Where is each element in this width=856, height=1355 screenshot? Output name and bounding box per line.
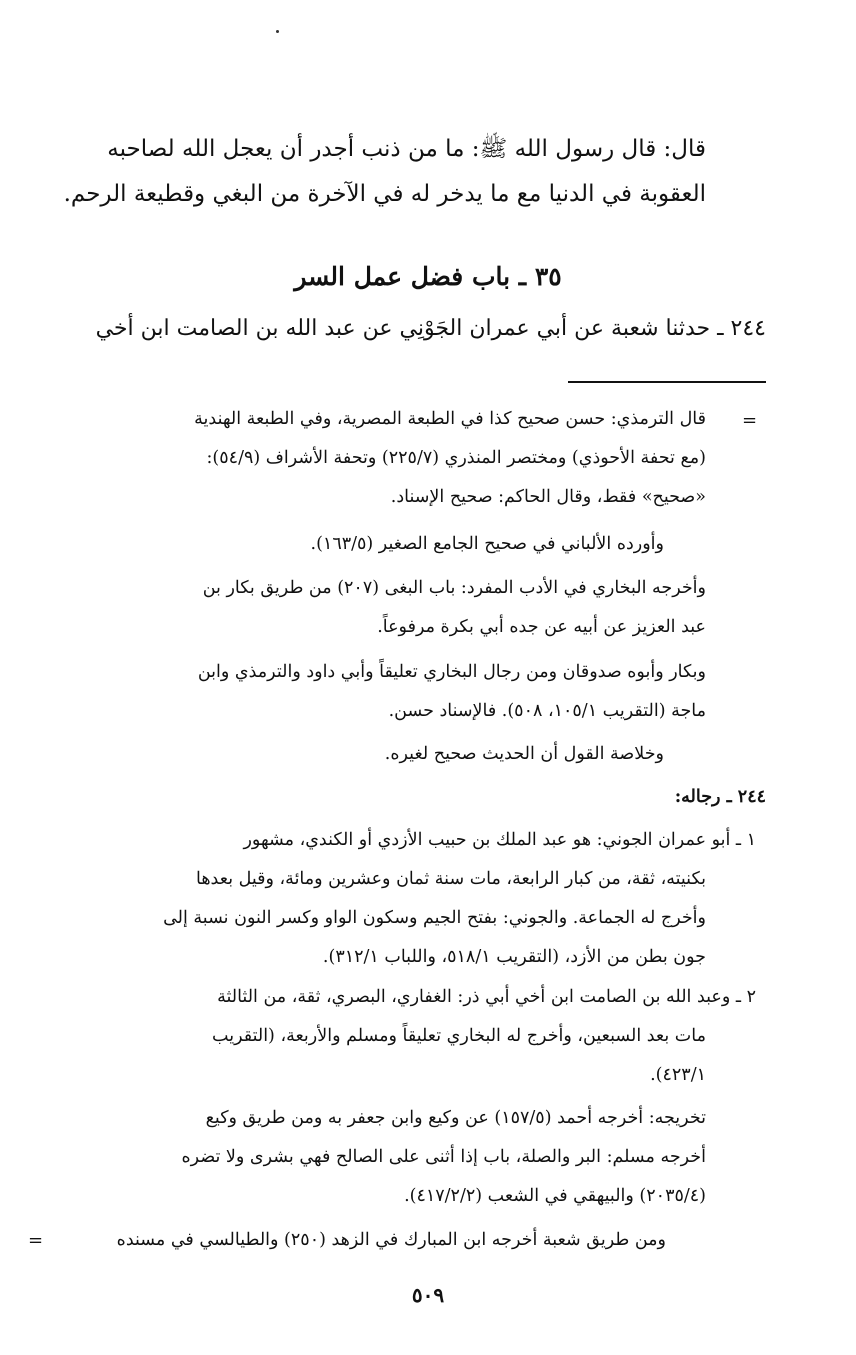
hadith-text-line: ٢٤٤ ـ حدثنا شعبة عن أبي عمران الجَوْنِي عن عبد الله بن الصامت ابن أخي — [95, 316, 766, 341]
rijal-1-line-3: وأخرج له الجماعة. والجوني: بفتح الجيم وسكون الواو وكسر النون نسبة إلى — [163, 908, 706, 928]
takhrij-line-3: (٢٠٣٥/٤) والبيهقي في الشعب (٤١٧/٢/٢). — [404, 1186, 706, 1206]
takhrij-line-2: أخرجه مسلم: البر والصلة، باب إذا أثنى على الصالح فهي بشرى ولا تضره — [181, 1147, 706, 1167]
rijal-2-line-1: ٢ ـ وعبد الله بن الصامت ابن أخي أبي ذر: الغفاري، البصري، ثقة، من الثالثة — [217, 987, 756, 1007]
footnote-p3-line-2: عبد العزيز عن أبيه عن جده أبي بكرة مرفوعاً. — [377, 617, 706, 637]
footnote-p2: وأورده الألباني في صحيح الجامع الصغير (١٦٣/٥). — [310, 534, 664, 554]
footnote-p3-line-1: وأخرجه البخاري في الأدب المفرد: باب البغى (٢٠٧) من طريق بكار بن — [202, 578, 706, 598]
footnote-last-line: ومن طريق شعبة أخرجه ابن المبارك في الزهد (٢٥٠) والطيالسي في مسنده — [116, 1230, 666, 1250]
footnote-p1-line-3: «صحيح» فقط، وقال الحاكم: صحيح الإسناد. — [390, 487, 706, 507]
ink-dot — [276, 30, 279, 33]
takhrij-line-1: تخريجه: أخرجه أحمد (١٥٧/٥) عن وكيع وابن جعفر به ومن طريق وكيع — [205, 1108, 706, 1128]
rijal-2-line-3: ٤٢٣/١). — [650, 1065, 706, 1085]
footnote-p4-line-2: ماجة (التقريب ١٠٥/١، ٥٠٨). فالإسناد حسن. — [388, 701, 706, 721]
rijal-2-line-2: مات بعد السبعين، وأخرج له البخاري تعليقاً ومسلم والأربعة، (التقريب — [212, 1026, 706, 1046]
intro-line-2: العقوبة في الدنيا مع ما يدخر له في الآخرة من البغي وقطيعة الرحم. — [63, 181, 706, 207]
footnote-p4-line-1: وبكار وأبوه صدوقان ومن رجال البخاري تعليقاً وأبي داود والترمذي وابن — [197, 662, 706, 682]
rijal-1-line-1: ١ ـ أبو عمران الجوني: هو عبد الملك بن حبيب الأزدي أو الكندي، مشهور — [243, 830, 756, 850]
footnote-p1-line-2: (مع تحفة الأحوذي) ومختصر المنذري (٢٢٥/٧) وتحفة الأشراف (٥٤/٩): — [206, 448, 706, 468]
footnote-p5: وخلاصة القول أن الحديث صحيح لغيره. — [384, 744, 664, 764]
rijal-1-line-4: جون بطن من الأزد، (التقريب ٥١٨/١، واللباب ٣١٢/١). — [322, 947, 706, 967]
footnote-separator — [568, 381, 766, 383]
rijal-heading: ٢٤٤ ـ رجاله: — [674, 787, 766, 807]
footnote-p1-line-1: قال الترمذي: حسن صحيح كذا في الطبعة المصرية، وفي الطبعة الهندية — [194, 409, 706, 429]
continuation-mark-top: = — [742, 410, 758, 431]
rijal-1-line-2: بكنيته، ثقة، من كبار الرابعة، مات سنة ثمان وعشرين ومائة، وقيل بعدها — [196, 869, 706, 889]
continuation-mark-bottom: = — [28, 1230, 44, 1251]
chapter-title: ٣٥ ـ باب فضل عمل السر — [294, 262, 562, 291]
page-number: ٥٠٩ — [411, 1283, 445, 1307]
intro-line-1: قال: قال رسول الله ﷺ: ما من ذنب أجدر أن يعجل الله لصاحبه — [107, 136, 706, 162]
